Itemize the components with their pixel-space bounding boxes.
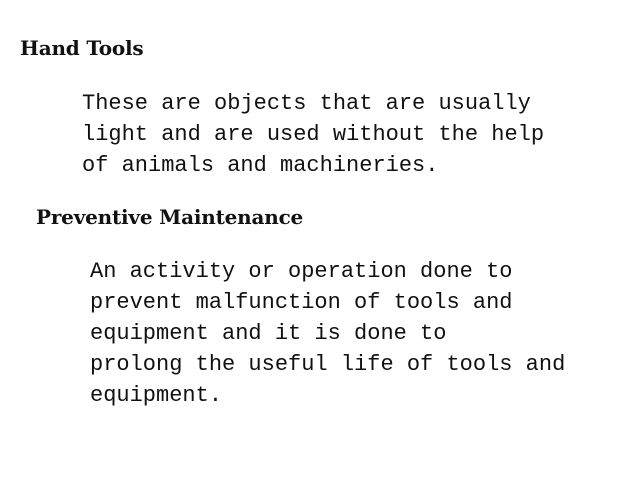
term-preventive-maintenance: Preventive Maintenance — [36, 205, 304, 229]
term-hand-tools: Hand Tools — [20, 36, 144, 60]
definition-preventive-maintenance: An activity or operation done to prevent malfunction of tools and equipment and it is done to prolong the useful life of tools and equipment. — [90, 259, 566, 408]
definition-hand-tools: These are objects that are usually light and are used without the help of animals and machineries. — [82, 91, 545, 178]
